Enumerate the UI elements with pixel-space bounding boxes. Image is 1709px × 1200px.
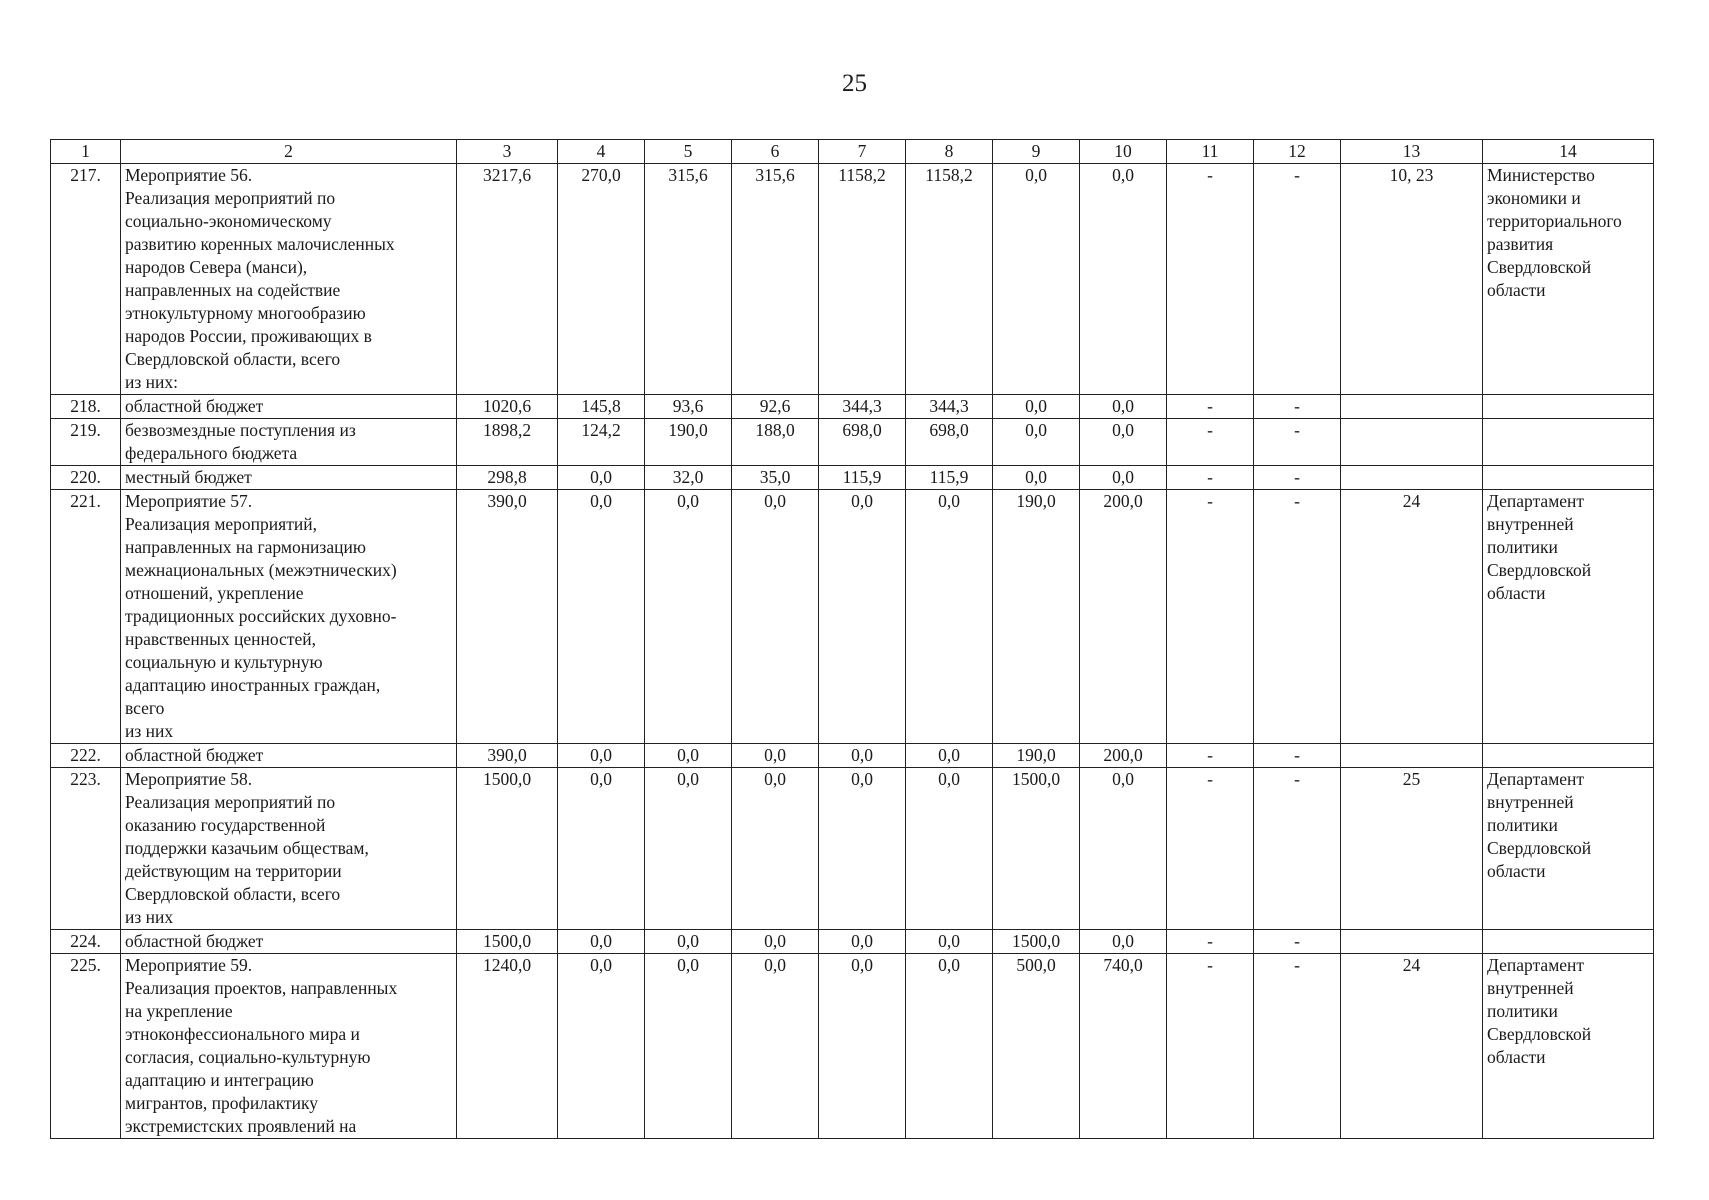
table-row — [51, 164, 1654, 395]
cell-col-3: 1500,0 — [457, 768, 558, 930]
column-header-2: 2 — [121, 140, 457, 164]
table-row — [51, 930, 1654, 954]
cell-col-12: - — [1254, 490, 1341, 744]
cell-col-6: 188,0 — [732, 419, 819, 466]
column-header-3: 3 — [457, 140, 558, 164]
cell-col-4: 0,0 — [558, 744, 645, 768]
cell-col-6: 0,0 — [732, 954, 819, 1139]
cell-col-7: 1158,2 — [819, 164, 906, 395]
row-name-line: Реализация мероприятий по — [125, 188, 336, 208]
header-row — [51, 140, 1654, 164]
row-name — [121, 395, 457, 419]
cell-col-7: 115,9 — [819, 466, 906, 490]
cell-col-11: - — [1167, 395, 1254, 419]
row-name-line: отношений, укрепление — [125, 583, 304, 603]
page-number: 25 — [842, 70, 867, 97]
executor-line: Свердловской — [1487, 560, 1592, 580]
cell-col-6: 315,6 — [732, 164, 819, 395]
cell-col-12: - — [1254, 466, 1341, 490]
column-header-14: 14 — [1483, 140, 1654, 164]
cell-col-6: 0,0 — [732, 490, 819, 744]
table-row — [51, 395, 1654, 419]
row-name-line: межнациональных (межэтнических) — [125, 560, 397, 580]
executor-line: внутренней — [1487, 978, 1574, 998]
cell-col-4: 145,8 — [558, 395, 645, 419]
cell-col-8: 0,0 — [906, 490, 993, 744]
row-name-line: экстремистских проявлений на — [125, 1116, 357, 1136]
row-name-line: Свердловской области, всего — [125, 349, 341, 369]
cell-col-10: 0,0 — [1080, 164, 1167, 395]
cell-col-5: 315,6 — [645, 164, 732, 395]
table-row — [51, 768, 1654, 930]
cell-col-10: 0,0 — [1080, 768, 1167, 930]
executor-line: области — [1487, 583, 1546, 603]
cell-col-7: 698,0 — [819, 419, 906, 466]
cell-col-4: 124,2 — [558, 419, 645, 466]
cell-col-9: 190,0 — [993, 744, 1080, 768]
row-name-line: народов России, проживающих в — [125, 326, 372, 346]
row-name-line: местный бюджет — [125, 467, 252, 487]
row-name-line: областной бюджет — [125, 931, 264, 951]
table-row — [51, 954, 1654, 1139]
executor-cell — [1483, 744, 1654, 768]
executor-line: Свердловской — [1487, 838, 1592, 858]
column-header-7: 7 — [819, 140, 906, 164]
row-number: 222. — [51, 744, 121, 768]
cell-col-3: 1898,2 — [457, 419, 558, 466]
cell-col-11: - — [1167, 419, 1254, 466]
cell-col-7: 0,0 — [819, 744, 906, 768]
row-name-line: Реализация мероприятий, — [125, 514, 317, 534]
column-header-12: 12 — [1254, 140, 1341, 164]
cell-col-7: 0,0 — [819, 490, 906, 744]
cell-col-13 — [1341, 395, 1483, 419]
row-name-line: адаптацию иностранных граждан, — [125, 675, 381, 695]
row-number: 218. — [51, 395, 121, 419]
column-header-6: 6 — [732, 140, 819, 164]
cell-col-12: - — [1254, 930, 1341, 954]
row-name-line: этноконфессионального мира и — [125, 1024, 360, 1044]
table-row — [51, 419, 1654, 466]
cell-col-13: 24 — [1341, 490, 1483, 744]
cell-col-8: 698,0 — [906, 419, 993, 466]
row-name — [121, 419, 457, 466]
cell-col-5: 93,6 — [645, 395, 732, 419]
cell-col-5: 190,0 — [645, 419, 732, 466]
row-name-line: Реализация проектов, направленных — [125, 978, 398, 998]
cell-col-9: 0,0 — [993, 419, 1080, 466]
executor-cell — [1483, 395, 1654, 419]
executor-line: Департамент — [1487, 955, 1585, 975]
row-number: 217. — [51, 164, 121, 395]
cell-col-6: 0,0 — [732, 744, 819, 768]
executor-line: области — [1487, 280, 1546, 300]
executor-line: Министерство — [1487, 165, 1595, 185]
cell-col-10: 200,0 — [1080, 490, 1167, 744]
executor-line: развития — [1487, 234, 1554, 254]
cell-col-12: - — [1254, 744, 1341, 768]
cell-col-8: 115,9 — [906, 466, 993, 490]
row-name — [121, 744, 457, 768]
row-name-line: Мероприятие 57. — [125, 491, 253, 511]
cell-col-12: - — [1254, 954, 1341, 1139]
executor-line: политики — [1487, 815, 1558, 835]
cell-col-3: 298,8 — [457, 466, 558, 490]
row-name-line: Мероприятие 58. — [125, 769, 253, 789]
cell-col-3: 3217,6 — [457, 164, 558, 395]
cell-col-7: 0,0 — [819, 930, 906, 954]
cell-col-13: 24 — [1341, 954, 1483, 1139]
cell-col-3: 1500,0 — [457, 930, 558, 954]
cell-col-4: 0,0 — [558, 466, 645, 490]
row-name — [121, 490, 457, 744]
cell-col-12: - — [1254, 164, 1341, 395]
cell-col-8: 0,0 — [906, 744, 993, 768]
table-row — [51, 466, 1654, 490]
cell-col-9: 1500,0 — [993, 930, 1080, 954]
executor-line: Свердловской — [1487, 1024, 1592, 1044]
cell-col-11: - — [1167, 954, 1254, 1139]
cell-col-10: 200,0 — [1080, 744, 1167, 768]
cell-col-3: 1240,0 — [457, 954, 558, 1139]
row-name-line: направленных на гармонизацию — [125, 537, 366, 557]
cell-col-13 — [1341, 466, 1483, 490]
executor-cell — [1483, 466, 1654, 490]
executor-line: внутренней — [1487, 514, 1574, 534]
cell-col-11: - — [1167, 164, 1254, 395]
cell-col-8: 0,0 — [906, 930, 993, 954]
executor-line: Департамент — [1487, 769, 1585, 789]
cell-col-13: 25 — [1341, 768, 1483, 930]
executor-cell — [1483, 419, 1654, 466]
cell-col-3: 390,0 — [457, 490, 558, 744]
column-header-4: 4 — [558, 140, 645, 164]
row-name-line: Мероприятие 59. — [125, 955, 253, 975]
cell-col-13 — [1341, 930, 1483, 954]
cell-col-8: 0,0 — [906, 768, 993, 930]
cell-col-10: 0,0 — [1080, 466, 1167, 490]
executor-line: Свердловской — [1487, 257, 1592, 277]
cell-col-11: - — [1167, 744, 1254, 768]
budget-table — [50, 139, 1654, 1139]
cell-col-5: 0,0 — [645, 490, 732, 744]
column-header-11: 11 — [1167, 140, 1254, 164]
row-number: 223. — [51, 768, 121, 930]
cell-col-4: 0,0 — [558, 954, 645, 1139]
row-number: 225. — [51, 954, 121, 1139]
row-name-line: Мероприятие 56. — [125, 165, 253, 185]
row-name-line: мигрантов, профилактику — [125, 1093, 319, 1113]
row-name-line: адаптацию и интеграцию — [125, 1070, 314, 1090]
row-name-line: этнокультурному многообразию — [125, 303, 366, 323]
cell-col-5: 0,0 — [645, 954, 732, 1139]
cell-col-11: - — [1167, 466, 1254, 490]
column-header-5: 5 — [645, 140, 732, 164]
cell-col-13 — [1341, 744, 1483, 768]
row-name-line: поддержки казачьим обществам, — [125, 838, 369, 858]
row-name-line: из них — [125, 907, 174, 927]
row-number: 220. — [51, 466, 121, 490]
row-name-line: всего — [125, 698, 165, 718]
row-name-line: федерального бюджета — [125, 443, 298, 463]
executor-line: области — [1487, 1047, 1546, 1067]
cell-col-8: 344,3 — [906, 395, 993, 419]
column-header-13: 13 — [1341, 140, 1483, 164]
row-name-line: оказанию государственной — [125, 815, 326, 835]
cell-col-8: 1158,2 — [906, 164, 993, 395]
cell-col-3: 390,0 — [457, 744, 558, 768]
row-name-line: из них — [125, 721, 174, 741]
column-header-1: 1 — [51, 140, 121, 164]
table-row — [51, 490, 1654, 744]
cell-col-12: - — [1254, 395, 1341, 419]
row-name-line: из них: — [125, 372, 178, 392]
executor-line: области — [1487, 861, 1546, 881]
row-name-line: областной бюджет — [125, 396, 264, 416]
row-name-line: народов Севера (манси), — [125, 257, 308, 277]
executor-cell — [1483, 954, 1654, 1139]
row-name — [121, 768, 457, 930]
executor-line: политики — [1487, 1001, 1558, 1021]
row-name-line: развитию коренных малочисленных — [125, 234, 395, 254]
row-name-line: областной бюджет — [125, 745, 264, 765]
row-name-line: социальную и культурную — [125, 652, 323, 672]
cell-col-13 — [1341, 419, 1483, 466]
row-name — [121, 466, 457, 490]
cell-col-7: 0,0 — [819, 954, 906, 1139]
row-number: 224. — [51, 930, 121, 954]
executor-cell — [1483, 164, 1654, 395]
row-number: 219. — [51, 419, 121, 466]
cell-col-6: 0,0 — [732, 768, 819, 930]
cell-col-10: 0,0 — [1080, 419, 1167, 466]
cell-col-10: 740,0 — [1080, 954, 1167, 1139]
executor-cell — [1483, 490, 1654, 744]
cell-col-5: 0,0 — [645, 744, 732, 768]
cell-col-8: 0,0 — [906, 954, 993, 1139]
row-name-line: социально-экономическому — [125, 211, 332, 231]
executor-line: политики — [1487, 537, 1558, 557]
cell-col-4: 0,0 — [558, 490, 645, 744]
cell-col-3: 1020,6 — [457, 395, 558, 419]
cell-col-4: 0,0 — [558, 768, 645, 930]
cell-col-6: 92,6 — [732, 395, 819, 419]
cell-col-9: 0,0 — [993, 466, 1080, 490]
cell-col-5: 32,0 — [645, 466, 732, 490]
row-name-line: согласия, социально-культурную — [125, 1047, 371, 1067]
cell-col-7: 344,3 — [819, 395, 906, 419]
table-header — [51, 140, 1654, 164]
cell-col-11: - — [1167, 930, 1254, 954]
cell-col-9: 0,0 — [993, 164, 1080, 395]
executor-line: территориального — [1487, 211, 1622, 231]
column-header-10: 10 — [1080, 140, 1167, 164]
cell-col-11: - — [1167, 490, 1254, 744]
cell-col-11: - — [1167, 768, 1254, 930]
cell-col-9: 190,0 — [993, 490, 1080, 744]
row-name-line: нравственных ценностей, — [125, 629, 316, 649]
cell-col-9: 500,0 — [993, 954, 1080, 1139]
table-body — [51, 164, 1654, 1139]
row-name-line: Реализация мероприятий по — [125, 792, 336, 812]
cell-col-9: 1500,0 — [993, 768, 1080, 930]
cell-col-5: 0,0 — [645, 768, 732, 930]
column-header-8: 8 — [906, 140, 993, 164]
row-name-line: безвозмездные поступления из — [125, 420, 356, 440]
row-name-line: действующим на территории — [125, 861, 342, 881]
cell-col-6: 35,0 — [732, 466, 819, 490]
cell-col-4: 0,0 — [558, 930, 645, 954]
row-name — [121, 954, 457, 1139]
row-name — [121, 930, 457, 954]
cell-col-7: 0,0 — [819, 768, 906, 930]
cell-col-4: 270,0 — [558, 164, 645, 395]
executor-cell — [1483, 768, 1654, 930]
executor-cell — [1483, 930, 1654, 954]
cell-col-13: 10, 23 — [1341, 164, 1483, 395]
row-number: 221. — [51, 490, 121, 744]
cell-col-6: 0,0 — [732, 930, 819, 954]
row-name-line: направленных на содействие — [125, 280, 341, 300]
table-row — [51, 744, 1654, 768]
cell-col-12: - — [1254, 419, 1341, 466]
row-name — [121, 164, 457, 395]
row-name-line: на укрепление — [125, 1001, 233, 1021]
executor-line: внутренней — [1487, 792, 1574, 812]
cell-col-5: 0,0 — [645, 930, 732, 954]
executor-line: экономики и — [1487, 188, 1581, 208]
cell-col-10: 0,0 — [1080, 395, 1167, 419]
cell-col-10: 0,0 — [1080, 930, 1167, 954]
row-name-line: Свердловской области, всего — [125, 884, 341, 904]
column-header-9: 9 — [993, 140, 1080, 164]
cell-col-12: - — [1254, 768, 1341, 930]
row-name-line: традиционных российских духовно- — [125, 606, 397, 626]
cell-col-9: 0,0 — [993, 395, 1080, 419]
executor-line: Департамент — [1487, 491, 1585, 511]
